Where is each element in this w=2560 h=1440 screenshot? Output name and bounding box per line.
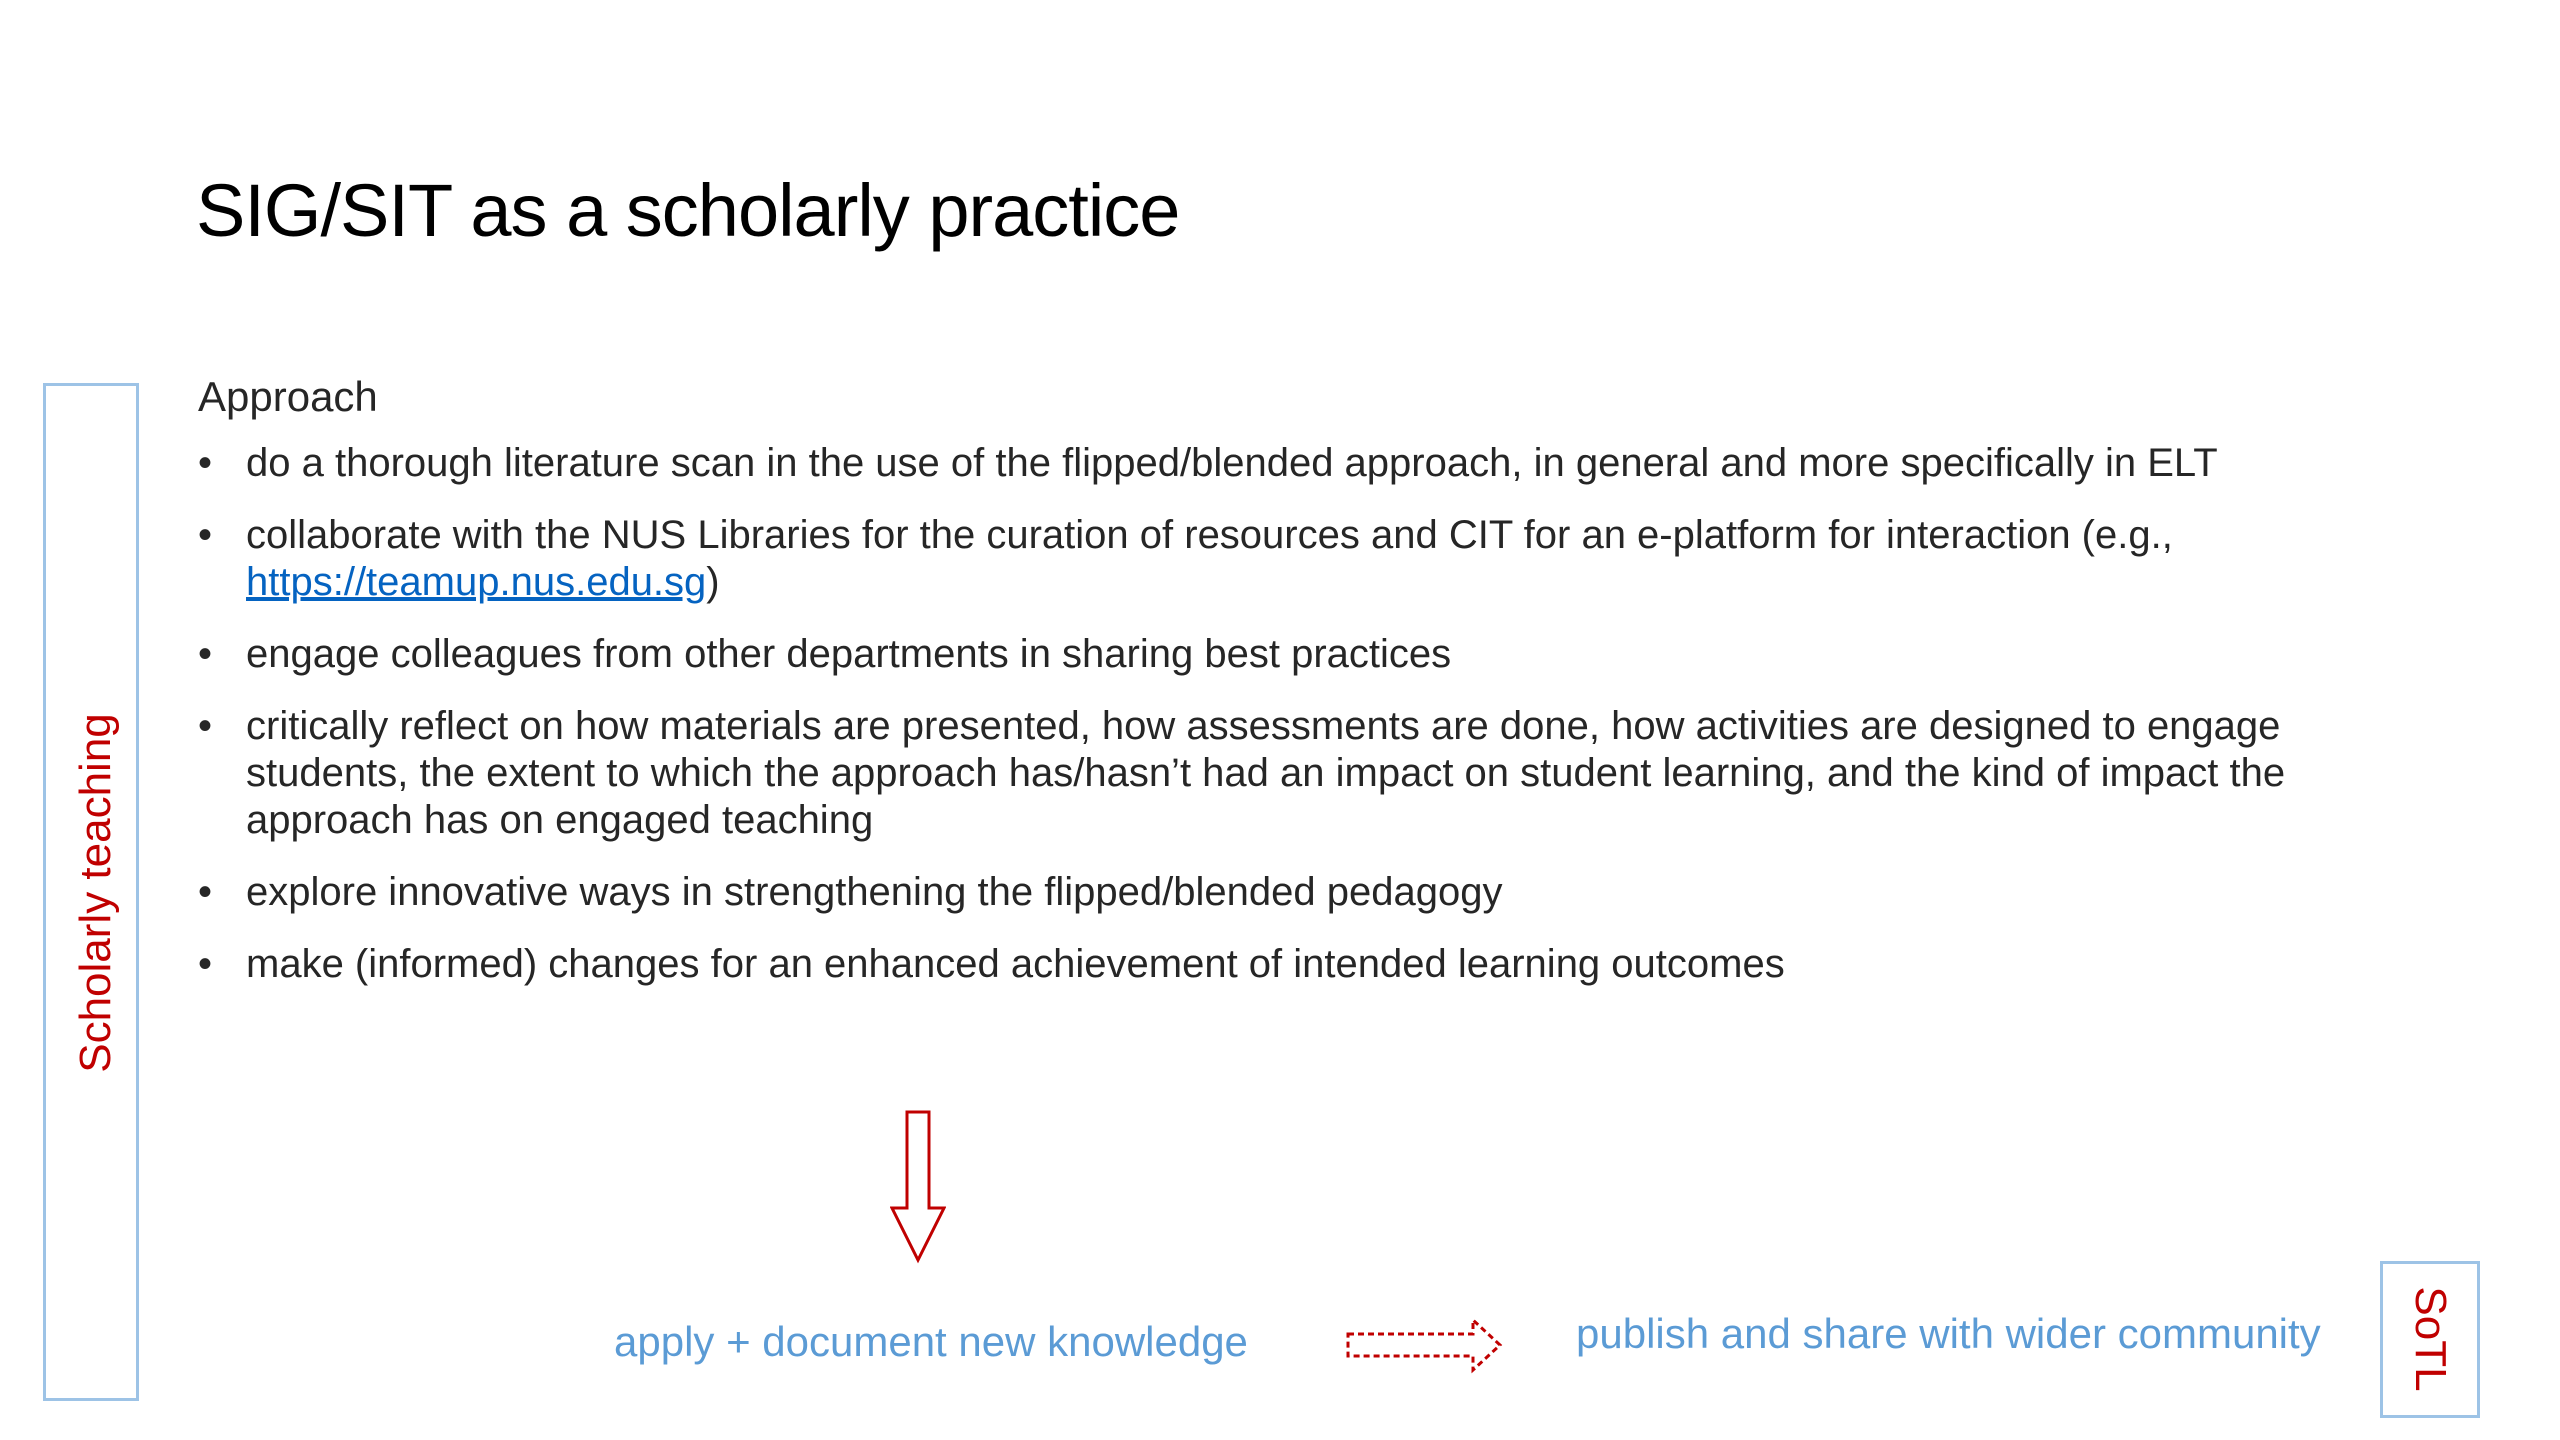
bullet-icon: • xyxy=(198,441,213,485)
publish-share-label: publish and share with wider community xyxy=(1576,1310,2321,1357)
bullet-icon: • xyxy=(198,942,213,986)
approach-list xyxy=(198,440,2398,988)
approach-item-text: explore innovative ways in strengthening the flipped/blended pedagogy xyxy=(246,870,1503,914)
approach-item-text: make (informed) changes for an enhanced achievement of intended learning outcomes xyxy=(246,942,1785,986)
approach-item-engage-colleagues xyxy=(198,631,2398,678)
approach-item-text: critically reflect on how materials are presented, how assessments are done, how activities are designed to engage students, the extent to which the approach has/hasn’t had an impact on student learning, and the kind of impact the approach has on engaged teaching xyxy=(246,704,2286,842)
approach-item-collaborate xyxy=(198,512,2398,606)
slide-title: SIG/SIT as a scholarly practice xyxy=(196,169,1180,252)
approach-item-text: do a thorough literature scan in the use of the flipped/blended approach, in general and more specifically in ELT xyxy=(246,441,2218,485)
approach-item-literature-scan xyxy=(198,440,2398,487)
teamup-link[interactable]: https://teamup.nus.edu.sg xyxy=(246,560,707,604)
approach-item-make-changes xyxy=(198,941,2398,988)
sotl-label: SoTL xyxy=(2406,1286,2455,1392)
approach-item-text: collaborate with the NUS Libraries for the curation of resources and CIT for an e-platform for interaction (e.g., xyxy=(246,513,2173,557)
bullet-icon: • xyxy=(198,870,213,914)
apply-document-knowledge-label: apply + document new knowledge xyxy=(614,1318,1248,1365)
hollow-arrow-down-icon xyxy=(890,1110,946,1264)
bullet-icon: • xyxy=(198,513,213,557)
approach-heading: Approach xyxy=(198,373,378,420)
bullet-icon: • xyxy=(198,704,213,748)
approach-item-text: engage colleagues from other departments in sharing best practices xyxy=(246,632,1452,676)
approach-item-explore-innovative xyxy=(198,869,2398,916)
scholarly-teaching-label: Scholarly teaching xyxy=(71,713,120,1073)
approach-item-suffix: ) xyxy=(706,560,720,604)
dashed-arrow-right-icon xyxy=(1345,1316,1505,1374)
bullet-icon: • xyxy=(198,632,213,676)
approach-section xyxy=(198,368,2398,1013)
approach-item-critically-reflect xyxy=(198,703,2398,844)
